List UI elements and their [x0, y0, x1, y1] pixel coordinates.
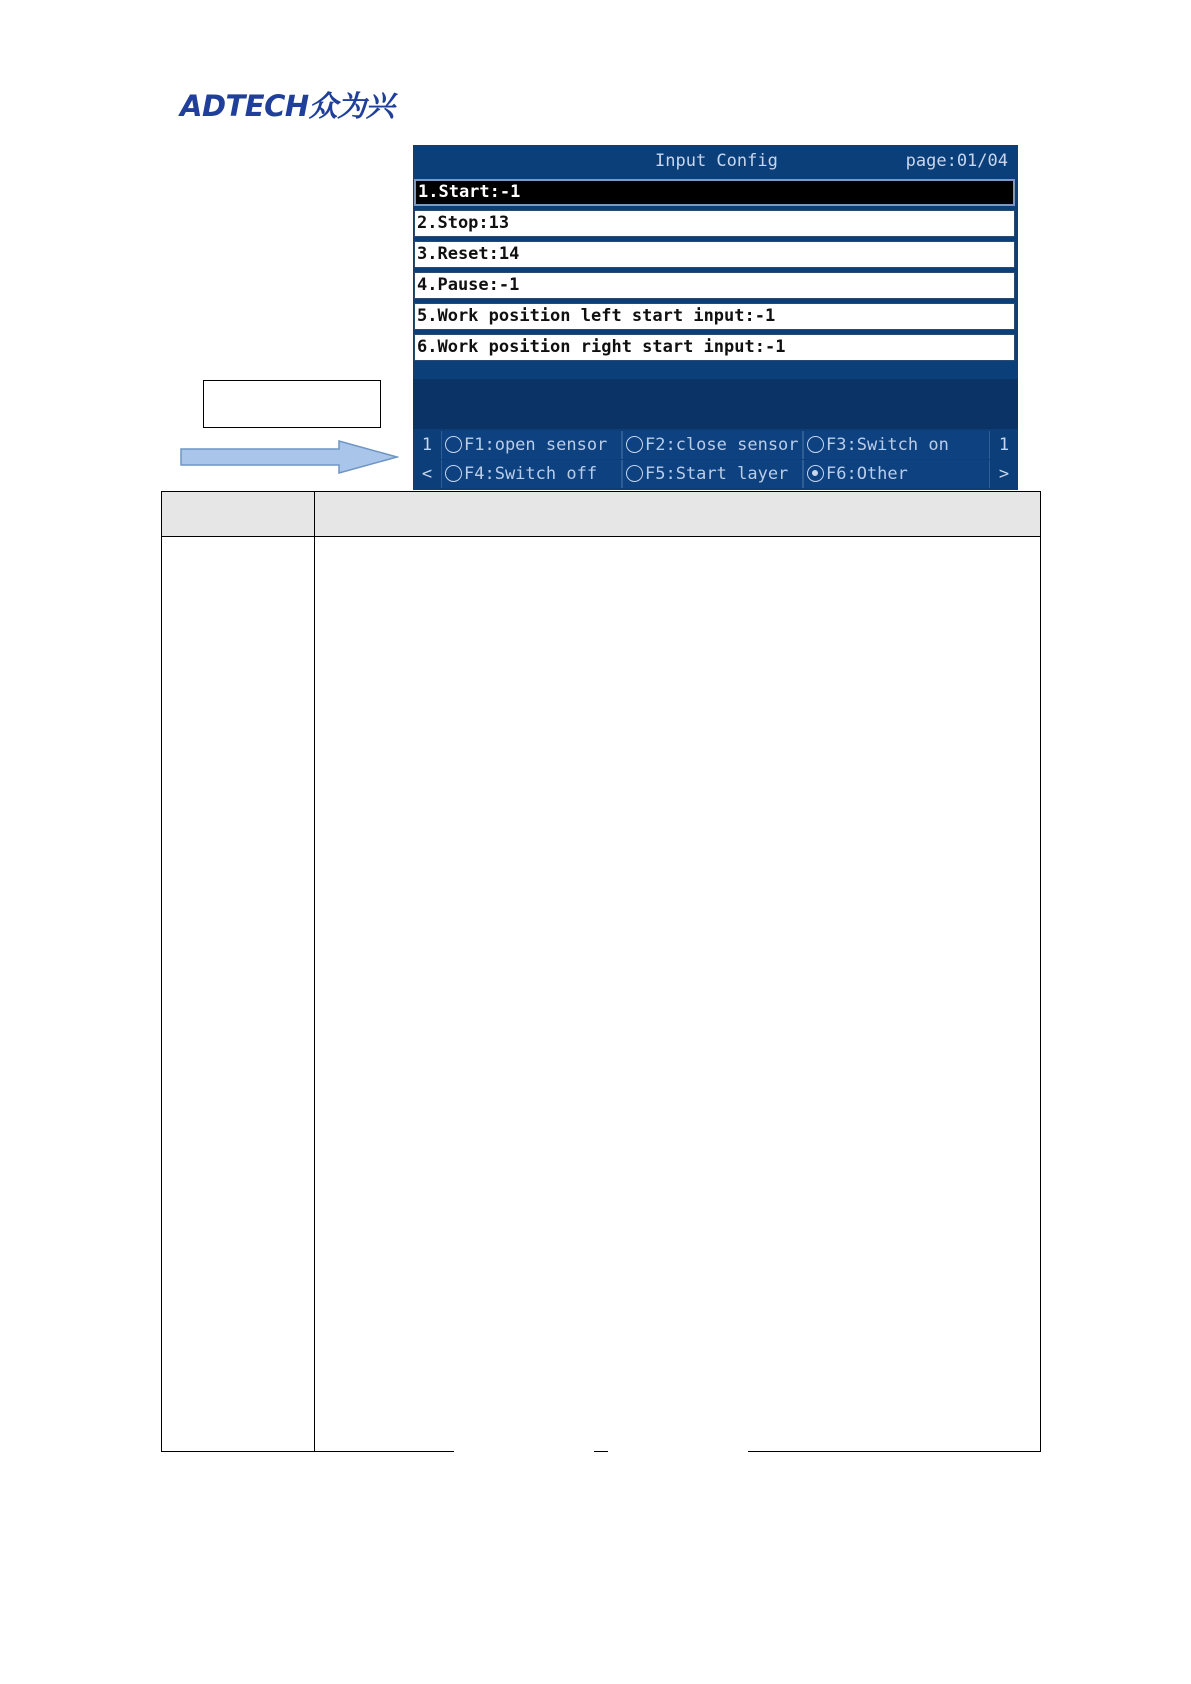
fkey-label: F1:open sensor	[464, 435, 608, 455]
fkey-f4[interactable]	[441, 460, 622, 488]
radio-icon	[445, 465, 462, 482]
fkey-label: F5:Start layer	[645, 464, 789, 484]
config-row-reset[interactable]: 3.Reset:14	[414, 241, 1015, 268]
fkey-page-right-number: 1	[998, 435, 1010, 455]
config-row-right-start[interactable]: 6.Work position right start input:-1	[414, 334, 1015, 361]
fkey-f1[interactable]	[441, 431, 622, 459]
screen-title: Input Config	[655, 151, 778, 171]
fkey-f5[interactable]	[622, 460, 803, 488]
screen-title-bar	[413, 145, 1018, 177]
table-bottom-border	[594, 1451, 608, 1452]
table-bottom-border	[748, 1451, 1041, 1452]
table-left-border	[161, 537, 162, 1452]
fkey-page-left-number: 1	[421, 435, 433, 455]
config-row-start[interactable]: 1.Start:-1	[414, 179, 1015, 206]
page-indicator: page:01/04	[905, 151, 1008, 171]
radio-selected-icon	[807, 465, 824, 482]
fkey-prev-arrow[interactable]: <	[421, 464, 433, 484]
fkey-f2[interactable]	[622, 431, 803, 459]
fkey-label: F3:Switch on	[826, 435, 949, 455]
table-bottom-border	[161, 1451, 454, 1452]
right-arrow-icon	[179, 439, 399, 475]
table-header-row	[161, 491, 1041, 537]
input-config-screen	[413, 145, 1018, 490]
radio-icon	[626, 436, 643, 453]
fkey-f3[interactable]	[803, 431, 990, 459]
adtech-logo: ADTECH众为兴	[180, 89, 395, 123]
radio-icon	[626, 465, 643, 482]
config-row-left-start[interactable]: 5.Work position left start input:-1	[414, 303, 1015, 330]
fkey-label: F6:Other	[826, 464, 908, 484]
function-key-bar	[413, 429, 1018, 490]
callout-box	[203, 380, 381, 428]
description-table	[161, 491, 1041, 1452]
fkey-f6[interactable]	[803, 460, 990, 488]
table-right-border	[1040, 537, 1041, 1452]
table-column-divider	[314, 491, 315, 1452]
radio-icon	[445, 436, 462, 453]
fkey-label: F2:close sensor	[645, 435, 799, 455]
fkey-next-arrow[interactable]: >	[998, 464, 1010, 484]
config-row-stop[interactable]: 2.Stop:13	[414, 210, 1015, 237]
radio-icon	[807, 436, 824, 453]
config-row-pause[interactable]: 4.Pause:-1	[414, 272, 1015, 299]
fkey-label: F4:Switch off	[464, 464, 598, 484]
screen-blank-area	[413, 379, 1018, 429]
